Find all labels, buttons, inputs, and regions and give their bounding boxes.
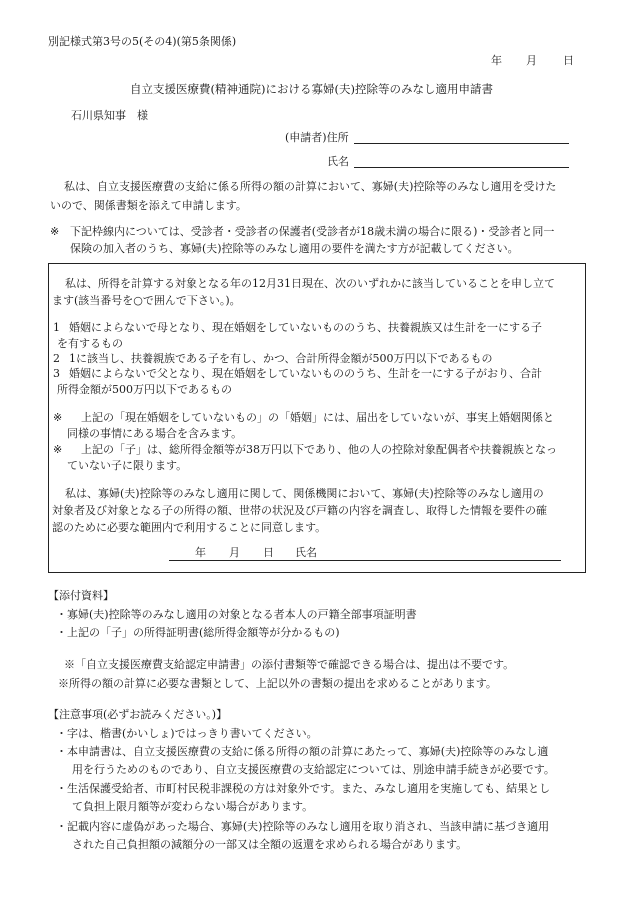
addressee: 石川県知事 様 bbox=[71, 109, 148, 122]
declaration-line-1: 私は、所得を計算する対象となる年の12月31日現在、次のいずれかに該当していることを申し立て bbox=[65, 277, 555, 290]
document-title: 自立支援医療費(精神通院)における寡婦(夫)控除等のみなし適用申請書 bbox=[130, 82, 493, 96]
box-note-2-text-cont: ていない子に限ります。 bbox=[67, 459, 188, 472]
attachments-heading: 【添付資料】 bbox=[48, 589, 114, 602]
signature-line[interactable] bbox=[169, 560, 561, 561]
attachment-item-2: ・上記の「子」の所得証明書(総所得金額等が分かるもの) bbox=[56, 626, 340, 639]
box-note-1-mark: ※ bbox=[53, 411, 63, 424]
note-mark: ※ bbox=[50, 225, 60, 238]
sign-month-label: 月 bbox=[229, 546, 240, 559]
sign-day-label: 日 bbox=[263, 546, 274, 559]
attachment-note-1: ※「自立支援医療費支給認定申請書」の添付書類等で確認できる場合は、提出は不要です。 bbox=[64, 658, 515, 671]
applicant-address-label: (申請者)住所 bbox=[285, 131, 349, 144]
consent-line-3: 認のために必要な範囲内で利用することに同意します。 bbox=[52, 521, 327, 534]
address-field[interactable] bbox=[354, 143, 569, 144]
consent-line-2: 対象者及び対象となる子の所得の額、世帯の状況及び戸籍の内容を調査し、取得した情報を要件の確 bbox=[52, 504, 547, 517]
note-line-1: 下記枠線内については、受診者・受診者の保護者(受診者が18歳未満の場合に限る)・受診者と同一 bbox=[70, 225, 555, 238]
name-field[interactable] bbox=[354, 167, 569, 168]
option-1-text-cont: を有するもの bbox=[57, 337, 123, 350]
caution-item-2-cont: 用を行うためのものであり、自立支援医療費の支給認定については、別途申請手続きが必要です。 bbox=[72, 763, 555, 776]
option-1-number[interactable]: 1 bbox=[53, 321, 60, 334]
attachment-note-2: ※所得の額の計算に必要な書類として、上記以外の書類の提出を求めることがあります。 bbox=[58, 677, 497, 690]
box-note-2-text: 上記の「子」は、総所得金額等が38万円以下であり、他の人の控除対象配偶者や扶養親族となっ bbox=[81, 443, 557, 456]
date-year-label: 年 bbox=[491, 54, 502, 67]
intro-line-2: いので、関係書類を添えて申請します。 bbox=[50, 199, 247, 212]
box-note-1-text: 上記の「現在婚姻をしていないもの」の「婚姻」には、届出をしていないが、事実上婚姻関係と bbox=[81, 411, 554, 424]
sign-year-label: 年 bbox=[195, 546, 206, 559]
date-day-label: 日 bbox=[563, 54, 574, 67]
caution-item-2: ・本申請書は、自立支援医療費の支給に係る所得の額の計算にあたって、寡婦(夫)控除等のみなし適 bbox=[56, 745, 549, 758]
intro-line-1: 私は、自立支援医療費の支給に係る所得の額の計算において、寡婦(夫)控除等のみなし適用を受けた bbox=[64, 180, 557, 193]
consent-line-1: 私は、寡婦(夫)控除等のみなし適用に関して、関係機関において、寡婦(夫)控除等のみなし適用の bbox=[65, 487, 544, 500]
caution-item-3-cont: て負担上限月額等が変わらない場合があります。 bbox=[72, 800, 314, 813]
option-2-text: 1に該当し、扶養親族である子を有し、かつ、合計所得金額が500万円以下であるもの bbox=[69, 352, 493, 365]
cautions-heading: 【注意事項(必ずお読みください。)】 bbox=[48, 708, 228, 721]
option-2-number[interactable]: 2 bbox=[53, 352, 60, 365]
caution-item-4: ・記載内容に虚偽があった場合、寡婦(夫)控除等のみなし適用を取り消され、当該申請に基づき適用 bbox=[56, 820, 550, 833]
date-month-label: 月 bbox=[526, 54, 537, 67]
box-note-2-mark: ※ bbox=[53, 443, 63, 456]
sign-name-label: 氏名 bbox=[295, 546, 317, 559]
caution-item-3: ・生活保護受給者、市町村民税非課税の方は対象外です。また、みなし適用を実施しても、結果とし bbox=[56, 782, 551, 795]
applicant-name-label: 氏名 bbox=[327, 155, 349, 168]
attachment-item-1: ・寡婦(夫)控除等のみなし適用の対象となる者本人の戸籍全部事項証明書 bbox=[56, 608, 417, 621]
note-line-2: 保険の加入者のうち、寡婦(夫)控除等のみなし適用の要件を満たす方が記載してください。 bbox=[70, 242, 519, 255]
declaration-line-2: ます(該当番号を○で囲んで下さい。)。 bbox=[52, 294, 241, 307]
caution-item-4-cont: された自己負担額の減額分の一部又は全額の返還を求められる場合があります。 bbox=[72, 838, 468, 851]
caution-item-1: ・字は、楷書(かいしょ)ではっきり書いてください。 bbox=[56, 727, 318, 740]
box-note-1-text-cont: 同様の事情にある場合を含みます。 bbox=[67, 427, 243, 440]
option-3-text-cont: 所得金額が500万円以下であるもの bbox=[57, 383, 232, 396]
option-3-number[interactable]: 3 bbox=[53, 367, 60, 380]
option-1-text: 婚姻によらないで母となり、現在婚姻をしていないもののうち、扶養親族又は生計を一にする子 bbox=[69, 321, 542, 334]
form-number: 別記様式第3号の5(その4)(第5条関係) bbox=[48, 35, 237, 48]
declaration-box bbox=[48, 263, 586, 573]
option-3-text: 婚姻によらないで父となり、現在婚姻をしていないもののうち、生計を一にする子がおり、合計 bbox=[69, 367, 542, 380]
